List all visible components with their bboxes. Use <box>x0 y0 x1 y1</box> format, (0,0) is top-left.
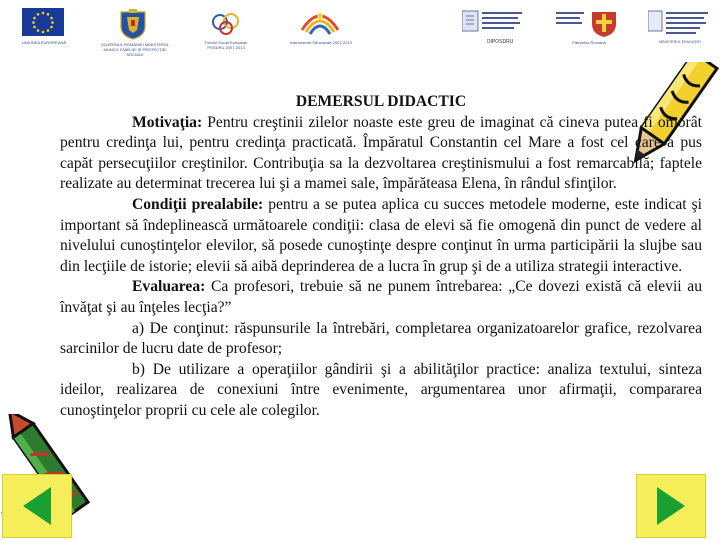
government-caption: GUVERNUL ROMÂNIEI MINISTERUL MUNCII, FAMILIEI ŞI PROTECŢIEI SOCIALE <box>100 42 170 57</box>
previous-slide-button[interactable] <box>2 474 72 538</box>
patriarchy-logo <box>556 8 622 43</box>
structural-instruments-caption: Instrumente Structurale 2007-2013 <box>290 40 352 45</box>
fse-logo <box>208 8 244 43</box>
fse-caption: Fondul Social European POSDRU 2007-2013 <box>204 40 248 50</box>
patriarchy-caption: Patriarhia Română <box>572 40 606 45</box>
eu-caption: UNIUNEA EUROPEANĂ <box>21 40 66 45</box>
eu-flag-logo <box>22 8 64 41</box>
evaluation-item-a: a) De conţinut: răspunsurile la întrebări, completarea organizatoarelor grafice, rezolvarea sarcinilor de lucru date de profesor; <box>60 319 702 358</box>
arrow-right-icon <box>637 475 705 537</box>
structural-instruments-logo <box>298 8 342 43</box>
oiposdru-caption: OIPOSDRU <box>486 39 514 45</box>
prerequisites-text: pentru a se putea aplica cu succes metodele moderne, este indicat şi important să îndeplinească următoarele condiţii: clasa de elevi să fie omogenă din punct de vedere al nivelului cunoştinţelor elevilor, să posede cunoştinţe despre conţinut în urma participării la slujbe sau din lecţiile de istorie; elevii să aibă deprinderea de a lucra în grup şi de a utiliza strategii interactive. <box>60 195 702 275</box>
logo-bar <box>0 0 720 62</box>
next-slide-button[interactable] <box>636 474 706 538</box>
evaluation-item-b: b) De utilizare a operaţiilor gândirii şi a abilităţilor practice: analiza textului, sinteza ideilor, realizarea de conexiuni între evenimente, argumentarea unor afirmaţii, compararea cunoştinţelor proprii cu cele ale colegilor. <box>60 360 702 419</box>
arrow-left-icon <box>3 475 71 537</box>
ministry-logo <box>648 8 712 43</box>
document-body <box>60 92 702 422</box>
slide <box>0 62 720 540</box>
oiposdru-logo <box>462 8 526 43</box>
motivation-paragraph <box>60 113 702 195</box>
evaluation-text: Ca profesori, trebuie să ne punem întrebarea: „Ce dovezi există că elevii au învăţat şi au înţeles lecţia?” <box>60 278 702 316</box>
document-title: DEMERSUL DIDACTIC <box>295 93 467 110</box>
motivation-text: Pentru creştinii zilelor noaste este greu de imaginat că cineva putea fi omorât pentru credinţa lui, pentru credinţa practicată. Împăratul Constantin cel Mare a fost cel care a pus capăt persecuţiilor creştinilor. Contribuţia sa la dezvoltarea creştinismului a fost remarcabilă; faptele realizate au determinat trecerea lui şi a mamei sale, împărăteasa Elena, în rândul sfinţilor. <box>60 113 702 193</box>
evaluation-label: Evaluarea: <box>132 278 206 296</box>
motivation-label: Motivaţia: <box>132 113 203 131</box>
ministry-caption: MINISTERUL EDUCAŢIEI <box>659 40 701 44</box>
prerequisites-label: Condiţii prealabile: <box>132 195 264 213</box>
evaluation-paragraph <box>60 277 702 318</box>
prerequisites-paragraph <box>60 195 702 277</box>
government-coat-of-arms-logo <box>118 8 148 45</box>
